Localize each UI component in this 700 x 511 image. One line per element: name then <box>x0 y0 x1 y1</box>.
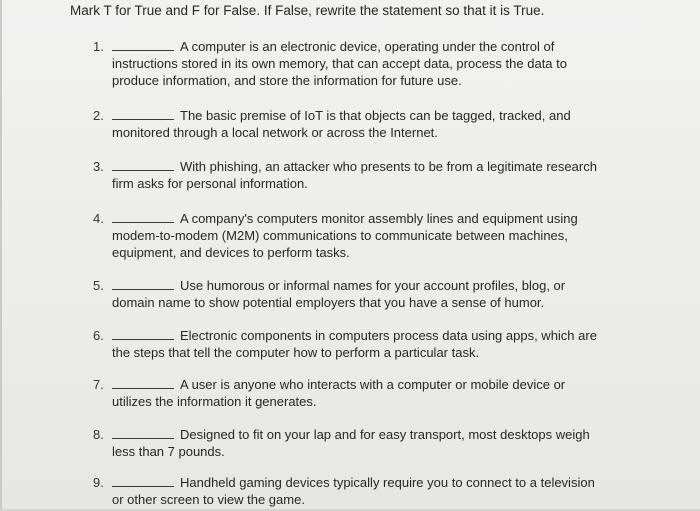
question-body <box>112 107 603 141</box>
question-number: 5. <box>93 278 104 293</box>
question-number: 7. <box>93 377 104 392</box>
answer-blank[interactable] <box>112 475 174 487</box>
question-body <box>112 426 603 460</box>
answer-blank[interactable] <box>112 278 174 290</box>
answer-blank[interactable] <box>112 108 174 120</box>
question-number: 8. <box>93 427 104 442</box>
worksheet-instructions: Mark T for True and F for False. If False, rewrite the statement so that it is True. <box>70 3 545 18</box>
question-item <box>93 376 603 410</box>
answer-blank[interactable] <box>112 328 174 340</box>
question-text: With phishing, an attacker who presents to be from a legitimate research firm asks for personal information. <box>112 159 597 191</box>
question-text: A company's computers monitor assembly lines and equipment using modem-to-modem (M2M) communications to communicate between machines, equipment, and devices to perform tasks. <box>112 211 578 260</box>
question-item <box>93 426 603 460</box>
question-body <box>112 210 603 261</box>
question-item <box>93 107 603 141</box>
question-text: Handheld gaming devices typically require you to connect to a television or other screen to view the game. <box>112 475 595 507</box>
page-left-edge <box>0 0 2 511</box>
question-number: 2. <box>93 108 104 123</box>
question-text: A computer is an electronic device, operating under the control of instructions stored in its own memory, that can accept data, process the data to produce information, and store the information for future use. <box>112 39 567 88</box>
answer-blank[interactable] <box>112 427 174 439</box>
question-item <box>93 474 603 508</box>
question-body <box>112 277 603 311</box>
question-body <box>112 327 603 361</box>
question-text: Electronic components in computers process data using apps, which are the steps that tell the computer how to perform a particular task. <box>112 328 597 360</box>
answer-blank[interactable] <box>112 39 174 51</box>
question-body <box>112 38 603 89</box>
question-item <box>93 327 603 361</box>
answer-blank[interactable] <box>112 211 174 223</box>
question-item <box>93 158 603 192</box>
question-body <box>112 376 603 410</box>
question-text: Use humorous or informal names for your account profiles, blog, or domain name to show potential employers that you have a sense of humor. <box>112 278 566 310</box>
question-item <box>93 210 603 261</box>
question-item <box>93 277 603 311</box>
question-number: 6. <box>93 328 104 343</box>
answer-blank[interactable] <box>112 377 174 389</box>
question-text: Designed to fit on your lap and for easy transport, most desktops weigh less than 7 pounds. <box>112 427 590 459</box>
question-number: 9. <box>93 475 104 490</box>
answer-blank[interactable] <box>112 159 174 171</box>
question-body <box>112 158 603 192</box>
question-text: A user is anyone who interacts with a computer or mobile device or utilizes the information it generates. <box>112 377 566 409</box>
question-text: The basic premise of IoT is that objects can be tagged, tracked, and monitored through a local network or across the Internet. <box>112 108 571 140</box>
question-number: 1. <box>93 39 104 54</box>
question-item <box>93 38 603 89</box>
question-number: 4. <box>93 211 104 226</box>
question-number: 3. <box>93 159 104 174</box>
question-body <box>112 474 603 508</box>
